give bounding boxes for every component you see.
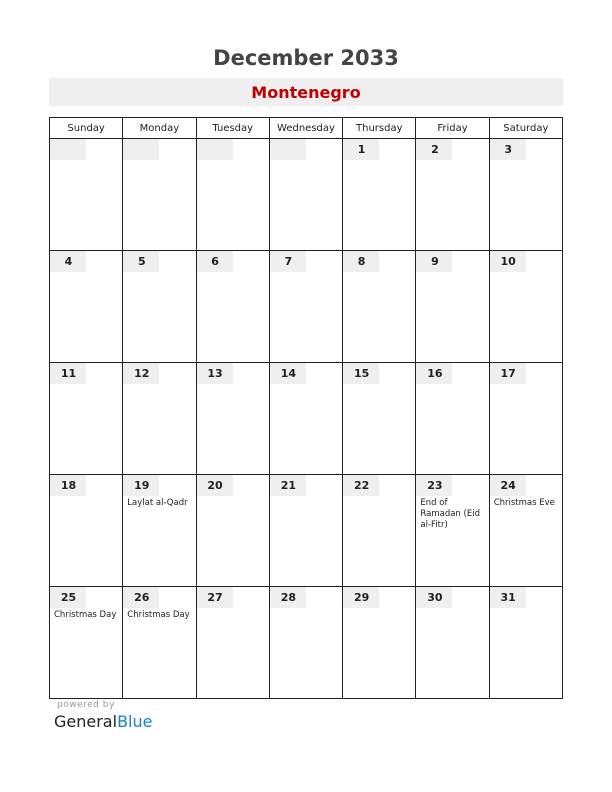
weekday-header: Monday bbox=[123, 118, 196, 139]
day-cell[interactable] bbox=[489, 587, 562, 699]
day-number: 7 bbox=[270, 251, 306, 272]
brand-blue: Blue bbox=[117, 712, 153, 731]
day-cell[interactable] bbox=[269, 475, 342, 587]
day-number: 30 bbox=[416, 587, 452, 608]
day-cell[interactable] bbox=[123, 587, 196, 699]
day-number: 31 bbox=[490, 587, 526, 608]
day-number: 21 bbox=[270, 475, 306, 496]
holiday-label: Christmas Eve bbox=[493, 498, 555, 508]
week-row bbox=[50, 587, 563, 699]
day-cell[interactable] bbox=[50, 363, 123, 475]
day-number: 25 bbox=[50, 587, 86, 608]
brand-general: General bbox=[54, 712, 118, 731]
day-cell[interactable] bbox=[489, 363, 562, 475]
day-cell[interactable] bbox=[50, 251, 123, 363]
day-cell[interactable] bbox=[416, 587, 489, 699]
weekday-header-row bbox=[50, 118, 563, 139]
weekday-header: Tuesday bbox=[196, 118, 269, 139]
day-cell[interactable] bbox=[269, 251, 342, 363]
day-cell[interactable] bbox=[50, 139, 123, 251]
day-cell[interactable] bbox=[123, 475, 196, 587]
day-number: 2 bbox=[416, 139, 452, 160]
day-number bbox=[123, 139, 159, 160]
day-cell[interactable] bbox=[269, 139, 342, 251]
day-cell[interactable] bbox=[196, 475, 269, 587]
day-number: 26 bbox=[123, 587, 159, 608]
day-number: 29 bbox=[343, 587, 379, 608]
holiday-label: End of Ramadan (Eid al-Fitr) bbox=[420, 498, 480, 530]
week-row bbox=[50, 363, 563, 475]
day-cell[interactable] bbox=[123, 251, 196, 363]
day-cell[interactable] bbox=[196, 363, 269, 475]
day-cell[interactable] bbox=[416, 475, 489, 587]
day-number: 10 bbox=[490, 251, 526, 272]
day-number bbox=[270, 139, 306, 160]
day-number: 11 bbox=[50, 363, 86, 384]
weekday-header: Thursday bbox=[343, 118, 416, 139]
holiday-label: Laylat al-Qadr bbox=[127, 498, 188, 508]
day-cell[interactable] bbox=[343, 139, 416, 251]
day-number: 19 bbox=[123, 475, 159, 496]
day-number: 18 bbox=[50, 475, 86, 496]
day-cell[interactable] bbox=[489, 139, 562, 251]
holiday-label: Christmas Day bbox=[127, 610, 190, 620]
weekday-header: Wednesday bbox=[269, 118, 342, 139]
day-cell[interactable] bbox=[343, 475, 416, 587]
weekday-header: Friday bbox=[416, 118, 489, 139]
holiday-label: Christmas Day bbox=[54, 610, 117, 620]
day-number: 4 bbox=[50, 251, 86, 272]
weekday-header: Sunday bbox=[50, 118, 123, 139]
day-cell[interactable] bbox=[269, 363, 342, 475]
day-number: 24 bbox=[490, 475, 526, 496]
day-cell[interactable] bbox=[196, 251, 269, 363]
day-number: 23 bbox=[416, 475, 452, 496]
day-cell[interactable] bbox=[416, 251, 489, 363]
day-cell[interactable] bbox=[416, 363, 489, 475]
day-number: 6 bbox=[197, 251, 233, 272]
day-number: 9 bbox=[416, 251, 452, 272]
day-cell[interactable] bbox=[123, 139, 196, 251]
day-cell[interactable] bbox=[196, 587, 269, 699]
page-title: December 2033 bbox=[213, 46, 399, 70]
brand-logo[interactable] bbox=[54, 712, 152, 731]
day-number: 15 bbox=[343, 363, 379, 384]
day-number: 13 bbox=[197, 363, 233, 384]
day-cell[interactable] bbox=[343, 587, 416, 699]
day-number: 14 bbox=[270, 363, 306, 384]
day-cell[interactable] bbox=[343, 251, 416, 363]
day-cell[interactable] bbox=[196, 139, 269, 251]
day-cell[interactable] bbox=[343, 363, 416, 475]
day-cell[interactable] bbox=[416, 139, 489, 251]
day-cell[interactable] bbox=[50, 587, 123, 699]
day-number: 16 bbox=[416, 363, 452, 384]
day-cell[interactable] bbox=[123, 363, 196, 475]
day-number: 3 bbox=[490, 139, 526, 160]
day-cell[interactable] bbox=[269, 587, 342, 699]
day-number: 20 bbox=[197, 475, 233, 496]
day-number: 5 bbox=[123, 251, 159, 272]
day-number bbox=[197, 139, 233, 160]
day-number: 12 bbox=[123, 363, 159, 384]
day-number: 1 bbox=[343, 139, 379, 160]
week-row bbox=[50, 139, 563, 251]
country-name: Montenegro bbox=[49, 78, 563, 106]
day-cell[interactable] bbox=[50, 475, 123, 587]
week-row bbox=[50, 251, 563, 363]
day-number: 22 bbox=[343, 475, 379, 496]
day-number: 27 bbox=[197, 587, 233, 608]
day-number: 28 bbox=[270, 587, 306, 608]
powered-by-text: powered by bbox=[57, 700, 115, 710]
weekday-header: Saturday bbox=[489, 118, 562, 139]
day-cell[interactable] bbox=[489, 251, 562, 363]
day-number: 8 bbox=[343, 251, 379, 272]
day-cell[interactable] bbox=[489, 475, 562, 587]
week-row bbox=[50, 475, 563, 587]
day-number: 17 bbox=[490, 363, 526, 384]
calendar-grid bbox=[49, 117, 563, 699]
day-number bbox=[50, 139, 86, 160]
